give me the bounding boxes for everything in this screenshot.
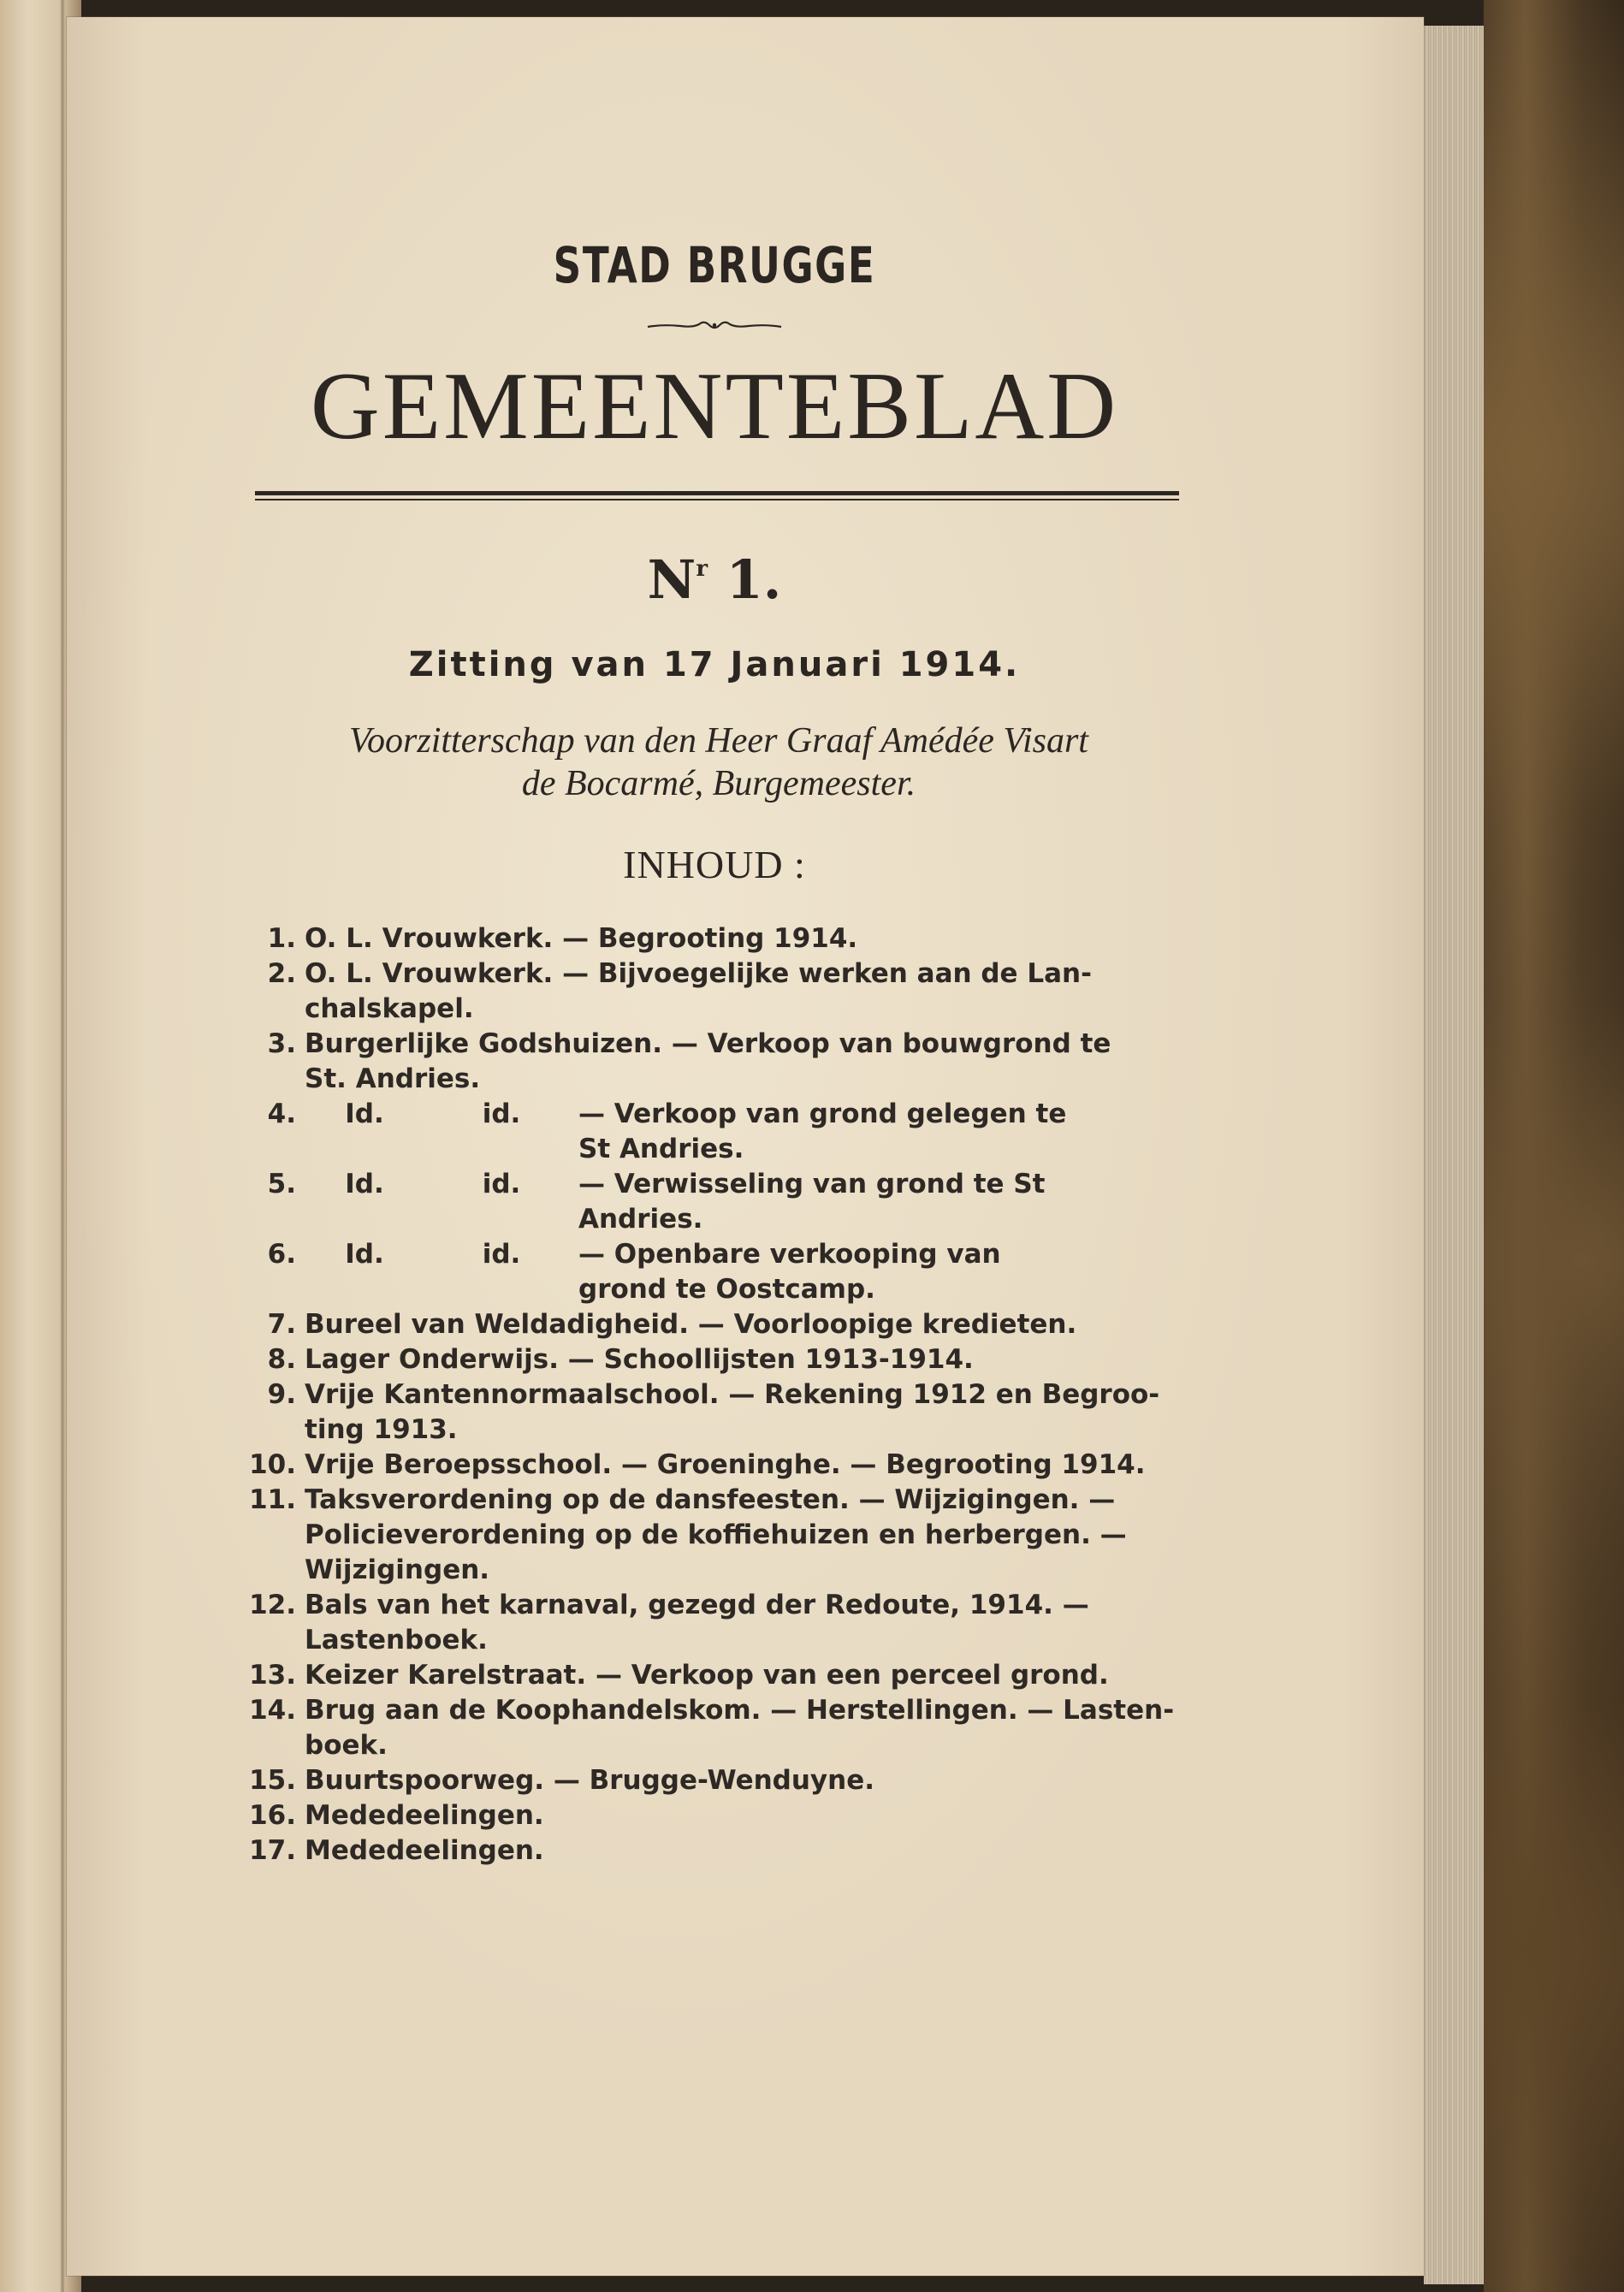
list-item: 15. Buurtspoorweg. — Brugge-Wenduyne. <box>249 1765 875 1796</box>
contents-heading: INHOUD : <box>623 843 806 886</box>
list-item: 4. Id. id. — Verkoop van grond gelegen te St Andries. <box>267 1099 1067 1164</box>
list-item: 9. Vrije Kantennormaalschool. — Rekening 1912 en Begroo- ting 1913. <box>267 1379 1160 1445</box>
chairmanship-line-1: Voorzitterschap van den Heer Graaf Amédée Visart <box>349 721 1088 761</box>
list-item: 8. Lager Onderwijs. — Schoollijsten 1913-1914. <box>267 1344 974 1375</box>
page-content <box>248 231 1181 1869</box>
list-item: 1. O. L. Vrouwkerk. — Begrooting 1914. <box>267 923 858 954</box>
chairmanship <box>248 720 1181 805</box>
list-item: 11. Taksverordening op de dansfeesten. — Wijzigingen. — Policieverordening op de koffiehuizen en herbergen. — Wijzigingen. <box>249 1484 1127 1585</box>
city-heading: STAD BRUGGE <box>553 236 876 294</box>
title-rule <box>255 491 1179 500</box>
list-item: 10. Vrije Beroepsschool. — Groeninghe. — Begrooting 1914. <box>249 1449 1146 1480</box>
ornament-divider-icon <box>248 317 1181 342</box>
list-item: 6. Id. id. — Openbare verkooping van grond te Oostcamp. <box>267 1239 1001 1305</box>
list-item: 2. O. L. Vrouwkerk. — Bijvoegelijke werken aan de Lan- chalskapel. <box>267 958 1092 1024</box>
gutter-shadow <box>60 0 65 2292</box>
session-date: Zitting van 17 Januari 1914. <box>408 645 1021 684</box>
contents-list <box>248 921 1181 1869</box>
publication-title: GEMEENTEBLAD <box>310 353 1119 459</box>
book-cover <box>1484 0 1624 2292</box>
issue-number: $N^r$ 1. <box>647 548 782 611</box>
page-block-edges <box>1424 26 1484 2284</box>
list-item: 7. Bureel van Weldadigheid. — Voorloopige kredieten. <box>267 1309 1077 1340</box>
list-item: 3. Burgerlijke Godshuizen. — Verkoop van bouwgrond te St. Andries. <box>267 1028 1111 1094</box>
list-item: 14. Brug aan de Koophandelskom. — Herstellingen. — Lasten- boek. <box>249 1695 1175 1761</box>
list-item: 13. Keizer Karelstraat. — Verkoop van een perceel grond. <box>249 1660 1109 1691</box>
list-item: 16. Mededeelingen. <box>249 1800 544 1831</box>
chairmanship-line-2: de Bocarmé, Burgemeester. <box>521 764 916 803</box>
list-item: 12. Bals van het karnaval, gezegd der Redoute, 1914. — Lastenboek. <box>249 1590 1089 1655</box>
list-item: 17. Mededeelingen. <box>249 1835 544 1866</box>
list-item: 5. Id. id. — Verwisseling van grond te St Andries. <box>267 1169 1046 1235</box>
